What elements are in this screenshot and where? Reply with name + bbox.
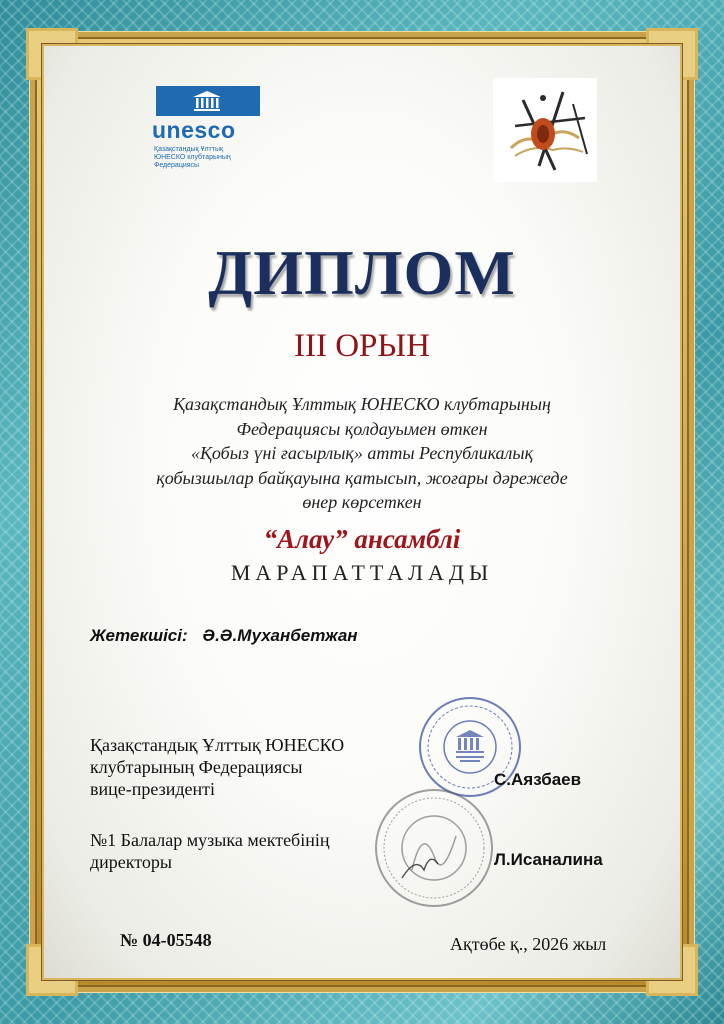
award-text-line: Федерациясы қолдауымен өткен	[236, 418, 488, 439]
signatory-name: Л.Исаналина	[494, 850, 603, 869]
temple-icon	[192, 90, 222, 112]
leader-name: Ә.Ә.Муханбетжан	[202, 626, 358, 645]
signatory-title-line: директоры	[90, 852, 173, 872]
award-text	[80, 392, 644, 515]
unesco-wordmark: unesco	[152, 117, 236, 143]
city-date: Ақтөбе қ., 2026 жыл	[450, 934, 607, 954]
award-text-line: «Қобыз үні ғасырлық» атты Республикалық	[190, 443, 534, 463]
place-label: III ОРЫН	[293, 328, 430, 364]
signatory-title-line: вице-президенті	[90, 779, 215, 799]
awardee-name: “Алау” ансамблі	[263, 524, 461, 554]
unesco-subtitle-line: ЮНЕСКО клубтарының	[154, 154, 231, 161]
signatory-title	[90, 734, 420, 800]
unesco-logo	[152, 84, 262, 174]
awarded-label: МАРАПАТТАЛАДЫ	[230, 560, 494, 585]
unesco-subtitle-line: Қазақстандық Ұлттық	[154, 146, 224, 153]
signatory-title	[90, 829, 390, 873]
signatory-title-line: Қазақстандық Ұлттық ЮНЕСКО	[90, 735, 345, 755]
unesco-subtitle	[154, 146, 264, 170]
leader-line	[90, 626, 358, 646]
leader-label: Жетекшісі:	[90, 626, 188, 645]
kobyz-emblem-icon	[493, 78, 597, 182]
signatory-title-line: клубтарының Федерациясы	[90, 757, 303, 777]
diploma-number: № 04-05548	[120, 930, 212, 950]
award-text-line: өнер көрсеткен	[302, 492, 422, 512]
signatory-title-line: №1 Балалар музыка мектебінің	[90, 830, 330, 850]
school-stamp-icon	[372, 786, 496, 910]
award-text-line: қобызшылар байқауына қатысып, жоғары дәрежеде	[156, 467, 568, 488]
award-text-line: Қазақстандық Ұлттық ЮНЕСКО клубтарының	[173, 394, 551, 414]
unesco-subtitle-line: Федерациясы	[154, 162, 200, 169]
diploma-title: ДИПЛОМ	[208, 237, 516, 308]
signatory-name: С.Аязбаев	[494, 770, 582, 789]
